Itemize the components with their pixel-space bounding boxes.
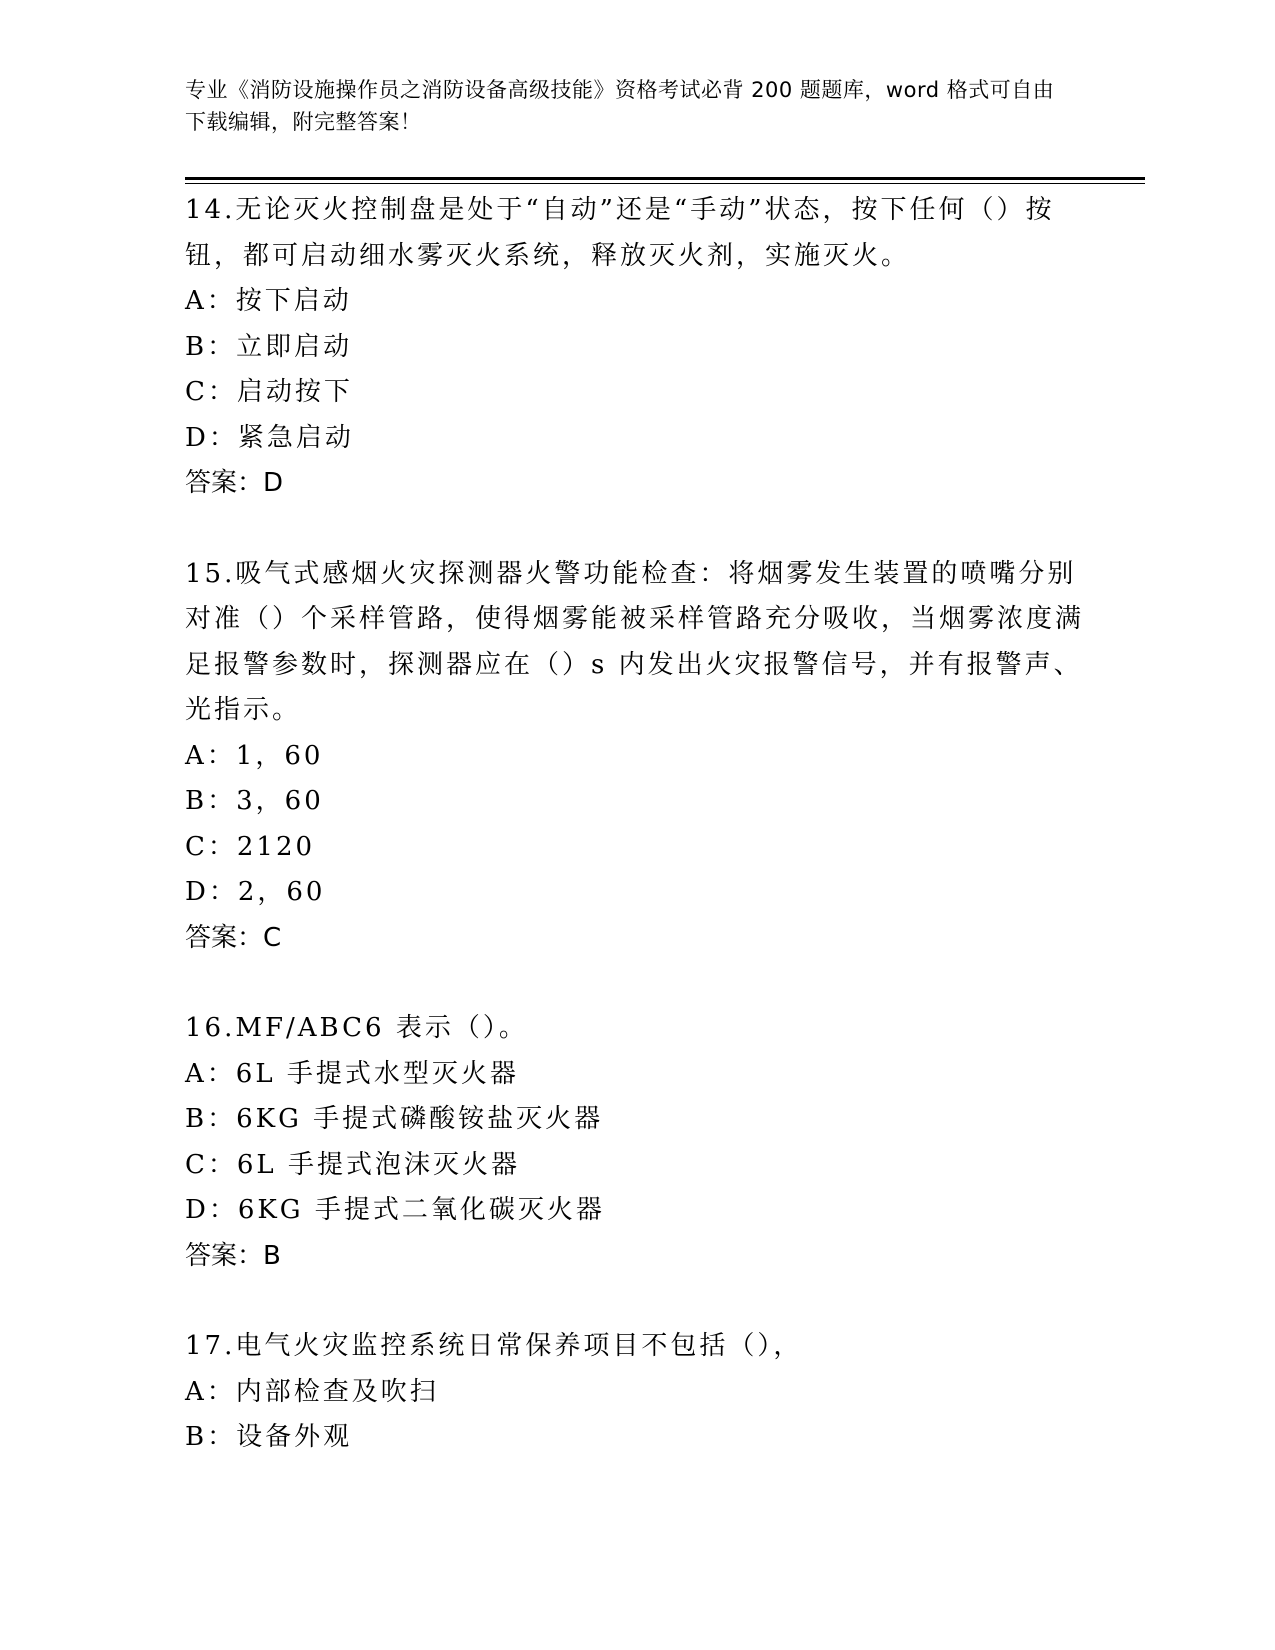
question-list <box>185 188 1085 1506</box>
option-b: B：3，60 <box>185 786 324 816</box>
document-header: 专业《消防设施操作员之消防设备高级技能》资格考试必背 200 题题库，word 格式可自由下载编辑，附完整答案！ <box>185 78 1055 134</box>
option-b: B：设备外观 <box>185 1422 353 1452</box>
answer-line: 答案：B <box>185 1240 281 1271</box>
option-c: C：6L 手提式泡沫灭火器 <box>185 1149 520 1180</box>
question-stem: 16.MF/ABC6 表示（）。 <box>185 1013 528 1043</box>
question-16 <box>185 1006 1085 1279</box>
option-a: A：按下启动 <box>185 286 352 316</box>
answer-line: 答案：C <box>185 922 282 953</box>
option-d: D：6KG 手提式二氧化碳灭火器 <box>185 1195 605 1225</box>
option-b: B：6KG 手提式磷酸铵盐灭火器 <box>185 1104 604 1134</box>
question-stem: 14.无论灭火控制盘是处于“自动”还是“手动”状态，按下任何（）按钮，都可启动细水雾灭火系统，释放灭火剂，实施灭火。 <box>185 195 1055 271</box>
question-15 <box>185 552 1085 962</box>
answer-line: 答案：D <box>185 468 284 498</box>
option-a: A：6L 手提式水型灭火器 <box>185 1058 519 1089</box>
question-stem: 15.吸气式感烟火灾探测器火警功能检查：将烟雾发生装置的喷嘴分别对准（）个采样管路，使得烟雾能被采样管路充分吸收，当烟雾浓度满足报警参数时，探测器应在（）s 内发出火灾报警信号，并有报警声、光指示。 <box>185 558 1085 725</box>
question-17 <box>185 1324 1085 1461</box>
question-14 <box>185 188 1085 507</box>
option-d: D：紧急启动 <box>185 422 354 453</box>
option-a: A：内部检查及吹扫 <box>185 1376 439 1407</box>
header-divider-thick <box>185 177 1145 180</box>
question-stem: 17.电气火灾监控系统日常保养项目不包括（）， <box>185 1331 803 1361</box>
option-b: B：立即启动 <box>185 331 353 362</box>
header-divider-thin <box>185 183 1145 184</box>
option-c: C：启动按下 <box>185 377 353 407</box>
option-a: A：1，60 <box>185 740 324 771</box>
option-d: D：2，60 <box>185 877 326 907</box>
option-c: C：2120 <box>185 831 316 862</box>
